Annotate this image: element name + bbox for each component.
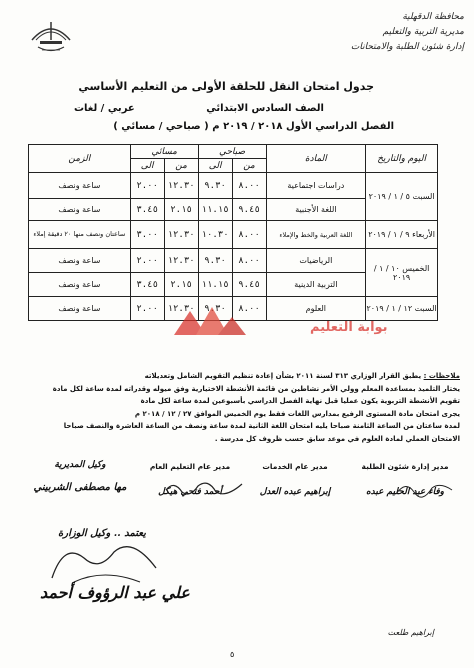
row-evening-from: ١٢.٣٠ — [164, 173, 198, 199]
note-line: يطبق القرار الوزاري ٣١٣ لسنة ٢٠١١ بشأن إعادة تنظيم التقويم الشامل وتعديلاته — [144, 372, 422, 380]
exam-schedule-table — [28, 144, 438, 321]
row-evening-to: ٢.٠٠ — [130, 297, 164, 321]
header-line-2: مديرية التربية والتعليم — [382, 27, 464, 37]
row-subject: اللغة الأجنبية — [266, 199, 366, 221]
handwritten-signature — [164, 478, 244, 500]
row-evening-from: ١٢.٣٠ — [164, 249, 198, 273]
note-line: لمدة ساعتان من الساعة الثامنة صباحا يليه امتحان اللغة الثانية لمدة ساعة ونصف من الساعة العاشرة والنصف صباحا — [63, 422, 460, 430]
row-evening-from: ١٢.٣٠ — [164, 297, 198, 321]
notes-section — [14, 370, 460, 445]
row-evening-to: ٣.٤٥ — [130, 273, 164, 297]
signature-block — [245, 462, 345, 497]
row-duration: ساعة ونصف — [29, 249, 131, 273]
note-line: الامتحان العملي لمادة العلوم في موعد سابق حسب ظروف كل مدرسة . — [214, 434, 460, 443]
row-morning-to: ٩.٣٠ — [198, 249, 232, 273]
watermark-text: بوابة التعليم — [310, 320, 388, 335]
row-subject: التربية الدينية — [266, 273, 366, 297]
row-morning-to: ٩.٣٠ — [198, 173, 232, 199]
header-line-3: إدارة شئون الطلبة والامتحانات — [350, 42, 464, 52]
row-evening-from: ٢.١٥ — [164, 273, 198, 297]
note-line: تقويم الأنشطة التربوية يكون عمليا قبل نهاية الفصل الدراسي بأسبوعين لمدة ساعة لكل مادة — [140, 397, 460, 405]
row-morning-from: ٨.٠٠ — [232, 173, 266, 199]
row-duration: ساعة ونصف — [29, 199, 131, 221]
signature-name: أحمد فتحي هيكل — [158, 487, 222, 497]
row-subject: اللغة العربية والخط والإملاء — [266, 221, 366, 249]
row-evening-to: ٣.٠٠ — [130, 221, 164, 249]
note-line: يختار التلميذ بمساعدة المعلم وولي الأمر نشاطين من قائمة الأنشطة الاختيارية وفق ميوله وقدراته لمدة ساعة لكل مادة — [52, 384, 460, 393]
header-line-1: محافظة الدقهلية — [402, 12, 464, 22]
row-duration: ساعة ونصف — [29, 173, 131, 199]
title-block — [34, 80, 434, 93]
row-morning-from: ٨.٠٠ — [232, 221, 266, 249]
table-row — [29, 221, 438, 249]
final-signatory: علي عبد الرؤوف أحمد — [40, 583, 190, 602]
grade-row — [74, 103, 324, 114]
footer-name: إبراهيم طلعت — [387, 628, 434, 637]
approval-line: يعتمد .. وكيل الوزارة — [58, 528, 146, 539]
header-morning-to: الى — [198, 159, 232, 173]
row-morning-to: ٩.٣٠ — [198, 297, 232, 321]
header-duration: الزمن — [29, 145, 131, 173]
page-number: ٥ — [230, 650, 235, 659]
table-row — [29, 249, 438, 273]
row-day: الأربعاء ٩ / ١ / ٢٠١٩ — [366, 221, 438, 249]
row-duration: ساعتان ونصف منها ٢٠ دقيقة إملاء — [29, 221, 131, 249]
signature-role: مدير عام التعليم العام — [149, 462, 231, 471]
row-morning-to: ١١.١٥ — [198, 273, 232, 297]
section-label: عربي / لغات — [74, 103, 135, 114]
notes-label: ملاحظات : — [423, 372, 460, 380]
signature-role: مدير عام الخدمات — [262, 462, 328, 471]
deputy-block — [20, 460, 140, 493]
handwritten-signature — [394, 478, 454, 500]
row-evening-from: ١٢.٣٠ — [164, 221, 198, 249]
row-morning-from: ٩.٤٥ — [232, 199, 266, 221]
header-day-date: اليوم والتاريخ — [366, 145, 438, 173]
ministry-logo — [26, 14, 76, 58]
note-line: يجرى امتحان مادة المستوى الرفيع بمدارس اللغات فقط يوم الخميس الموافق ٢٧ / ١٢ / ٢٠١٨ م — [134, 409, 460, 418]
site-watermark — [170, 305, 388, 341]
header-evening-to: الى — [130, 159, 164, 173]
signature-name: وفاء عبد الحليم عبده — [365, 487, 445, 497]
row-morning-from: ٨.٠٠ — [232, 297, 266, 321]
term-label: الفصل الدراسي الأول ٢٠١٨ / ٢٠١٩ م ( صباحي / مسائي ) — [113, 121, 394, 132]
grade-label: الصف السادس الابتدائي — [206, 103, 324, 114]
page-title: جدول امتحان النقل للحلقة الأولى من التعليم الأساسي — [78, 80, 374, 93]
row-evening-from: ٢.١٥ — [164, 199, 198, 221]
signature-name: إبراهيم عبده العدل — [259, 487, 331, 497]
header-evening: مسائي — [130, 145, 198, 159]
row-evening-to: ٢.٠٠ — [130, 249, 164, 273]
row-morning-to: ١١.١٥ — [198, 199, 232, 221]
row-duration: ساعة ونصف — [29, 297, 131, 321]
issuer-header — [304, 10, 464, 55]
row-day: السبت ١٢ / ١ / ٢٠١٩ — [366, 297, 438, 321]
header-subject: المادة — [266, 145, 366, 173]
row-day: الخميس ١٠ / ١ / ٢٠١٩ — [366, 249, 438, 297]
row-subject: الرياضيات — [266, 249, 366, 273]
row-day: السبت ٥ / ١ / ٢٠١٩ — [366, 173, 438, 221]
row-duration: ساعة ونصف — [29, 273, 131, 297]
row-evening-to: ٢.٠٠ — [130, 173, 164, 199]
row-morning-to: ١٠.٣٠ — [198, 221, 232, 249]
header-morning: صباحي — [198, 145, 266, 159]
header-morning-from: من — [232, 159, 266, 173]
row-evening-to: ٣.٤٥ — [130, 199, 164, 221]
row-morning-from: ٨.٠٠ — [232, 249, 266, 273]
row-morning-from: ٩.٤٥ — [232, 273, 266, 297]
row-subject: العلوم — [266, 297, 366, 321]
row-subject: دراسات اجتماعية — [266, 173, 366, 199]
header-evening-from: من — [164, 159, 198, 173]
table-row — [29, 173, 438, 199]
deputy-role: وكيل المديرية — [54, 460, 106, 470]
deputy-name: مها مصطفى الشربيني — [33, 482, 127, 493]
handwritten-signature — [44, 538, 164, 588]
signature-role: مدير إدارة شئون الطلبة — [361, 462, 449, 471]
